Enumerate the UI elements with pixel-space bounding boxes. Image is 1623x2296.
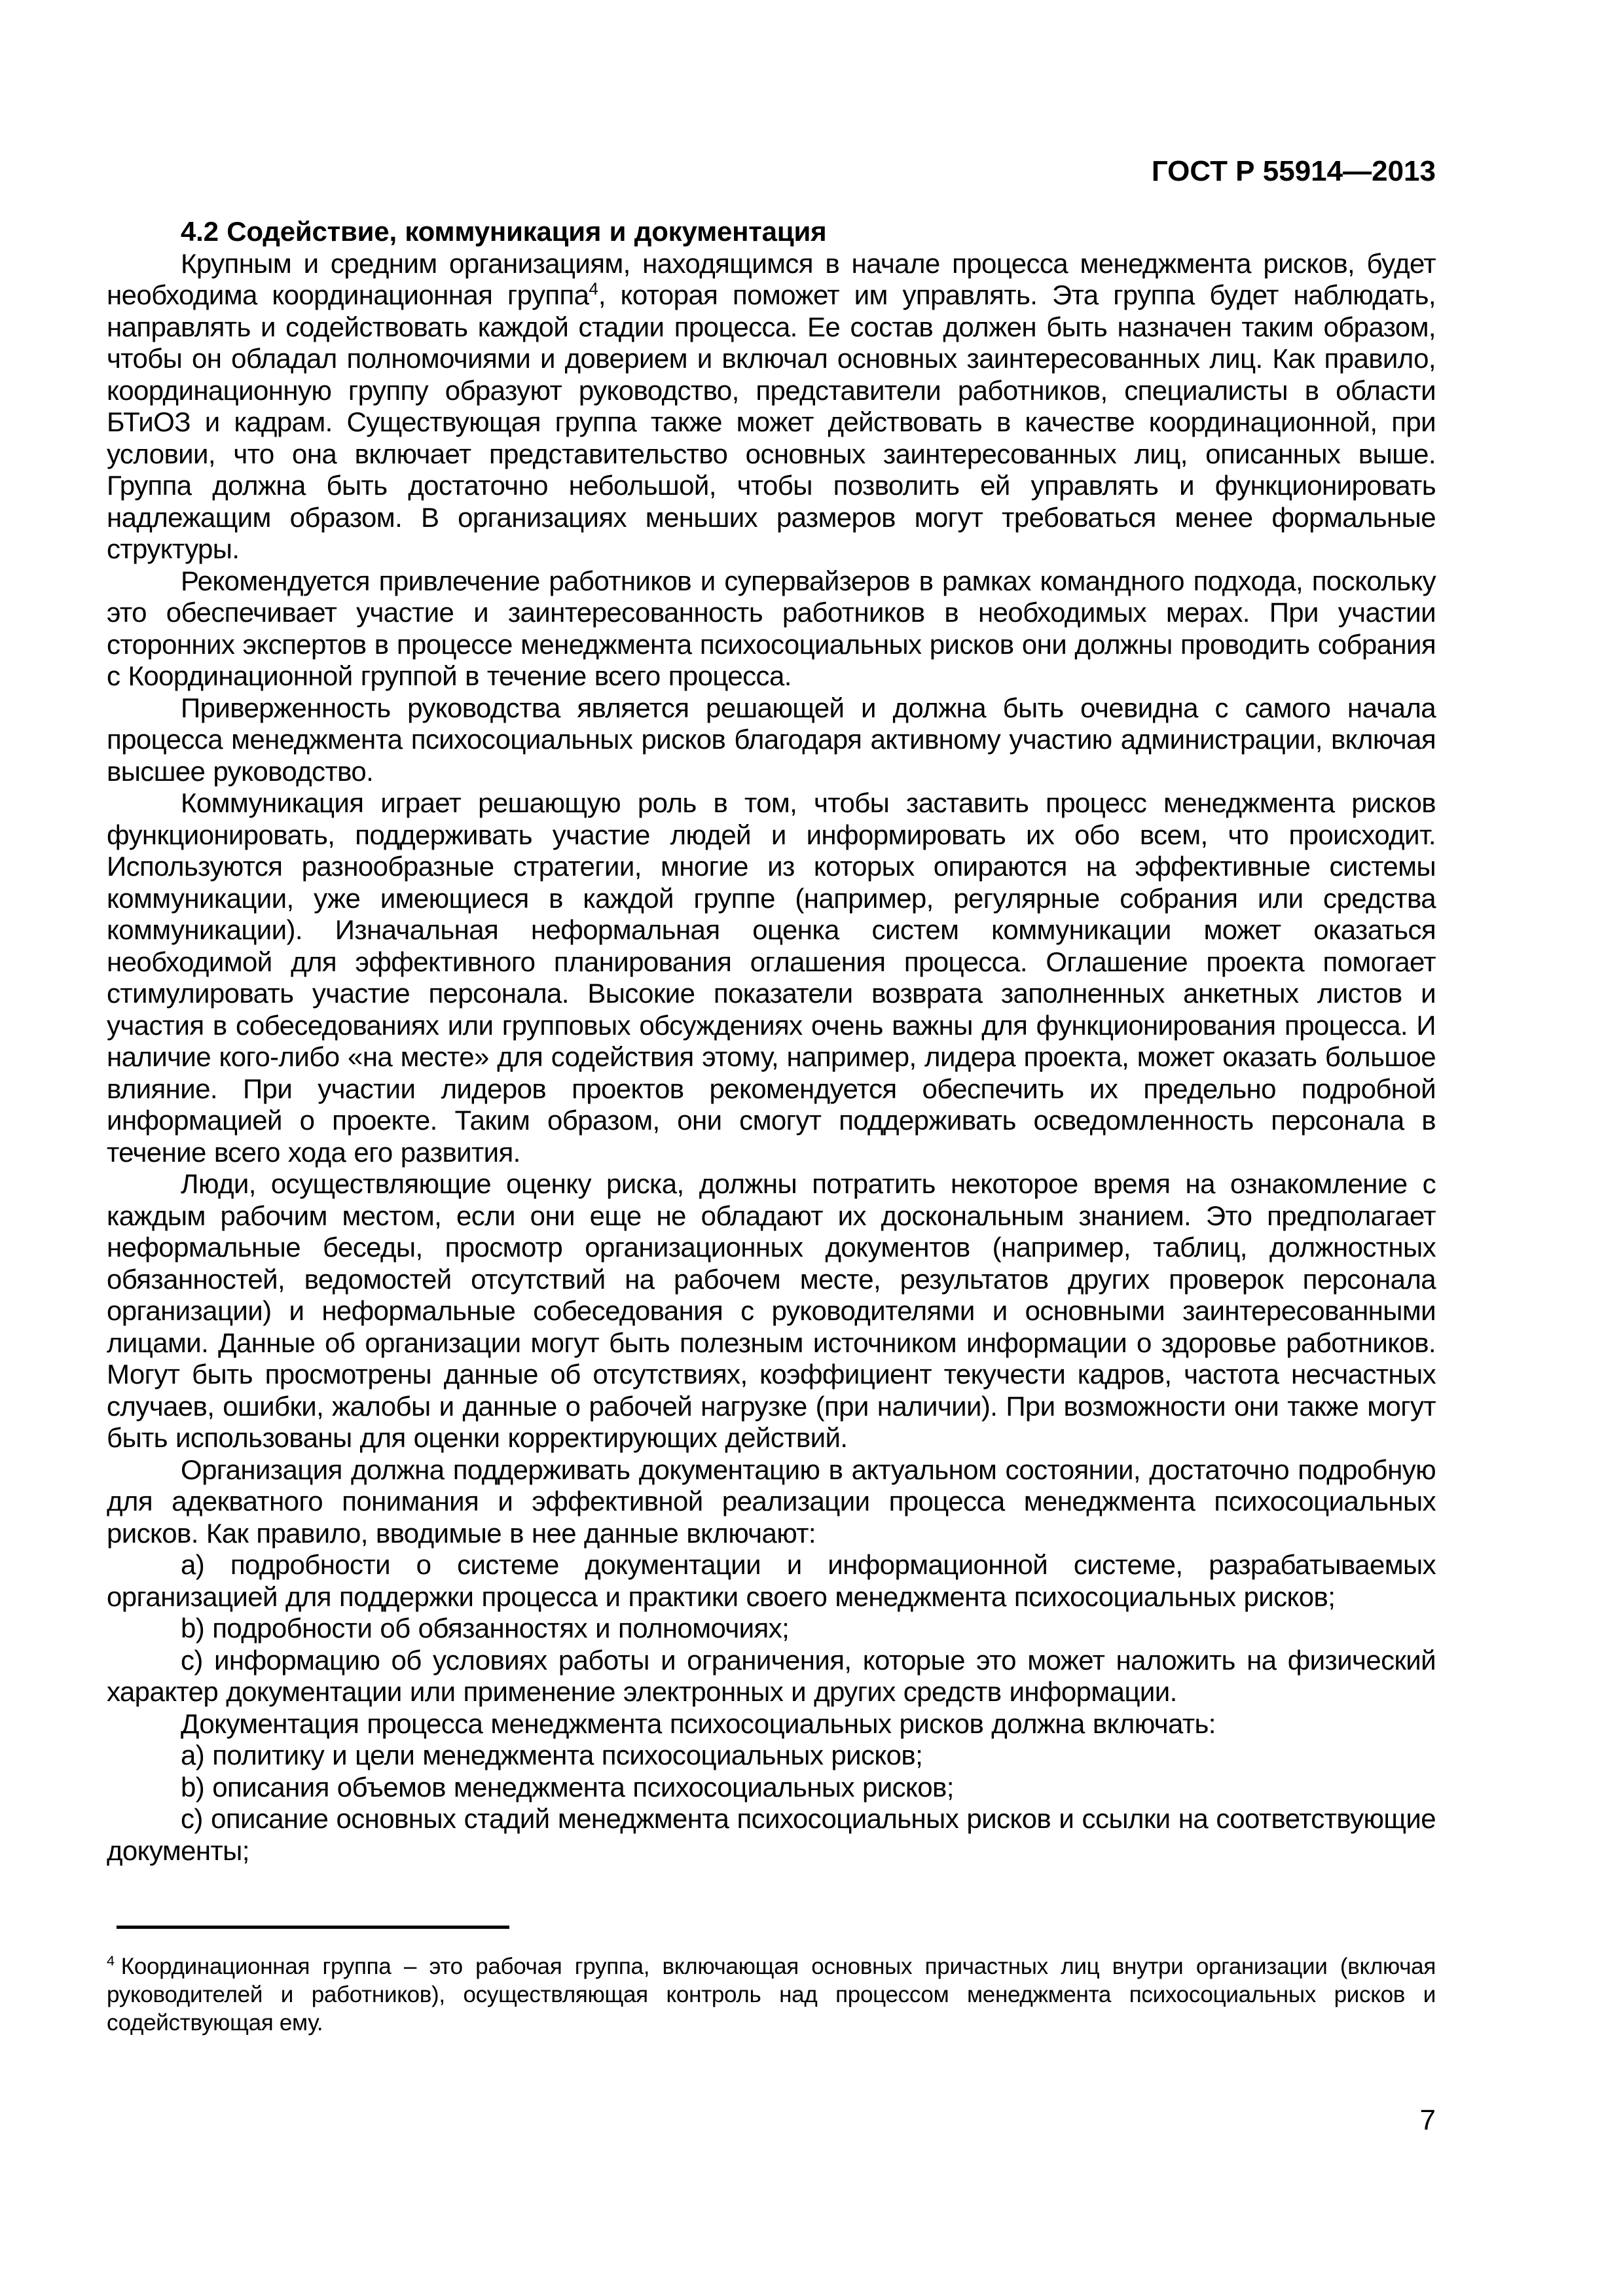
paragraph-coordination-group [107,248,1436,565]
paragraph-text: b) подробности об обязанностях и полномочиях; [181,1613,790,1643]
paragraph-text: Организация должна поддерживать документацию в актуальном состоянии, достаточно подробную для адекватного понимания и эффективной реализации процесса менеджмента психосоциальных рисков. Как правило, вводимые в нее данные включают: [107,1454,1436,1549]
paragraph-text: c) информацию об условиях работы и ограничения, которые это может наложить на физический характер документации или применение электронных и других средств информации. [107,1644,1436,1707]
paragraph-communication [107,787,1436,1168]
paragraph-text: Коммуникация играет решающую роль в том, чтобы заставить процесс менеджмента рисков функционировать, поддерживать участие людей и информировать их обо всем, что происходит. Используются разнообразные стратегии, многие из которых опираются на эффективные системы коммуникации, уже имеющиеся в каждой группе (например, регулярные собрания или средства коммуникации). Изначальная неформальная оценка систем коммуникации может оказаться необходимой для эффективного планирования оглашения процесса. Оглашение проекта помогает стимулировать участие персонала. Высокие показатели возврата заполненных анкетных листов и участия в собеседованиях или групповых обсуждениях очень важны для функционирования процесса. И наличие кого-либо «на месте» для содействия этому, например, лидера проекта, может оказать большое влияние. При участии лидеров проектов рекомендуется обеспечить их предельно подробной информацией о проекте. Таким образом, они смогут поддерживать осведомленность персонала в течение всего хода его развития. [107,787,1436,1168]
paragraph-text: Рекомендуется привлечение работников и супервайзеров в рамках командного подхода, поскольку это обеспечивает участие и заинтересованность работников в необходимых мерах. При участии сторонних экспертов в процессе менеджмента психосоциальных рисков они должны проводить собрания с Координационной группой в течение всего процесса. [107,565,1436,691]
paragraph-process-documentation [107,1708,1436,1740]
footnote-area [107,1926,1436,2037]
list-item-b1 [107,1613,1436,1645]
footnote-divider [117,1926,509,1929]
section-heading: 4.2 Содействие, коммуникация и документация [181,216,827,247]
paragraph-text: a) политику и цели менеджмента психосоциальных рисков; [181,1740,923,1770]
body-paragraphs [107,248,1436,1867]
section-content [107,216,1436,1867]
footnote-reference: 4 [589,279,598,298]
footnote [107,1952,1436,2037]
paragraph-text: , которая поможет им управлять. Эта группа будет наблюдать, направлять и содействовать каждой стадии процесса. Ее состав должен быть назначен таким образом, чтобы он обладал полномочиями и доверием и включал основных заинтересованных лиц. Как правило, координационную группу образуют руководство, представители работников, специалисты в области БТиОЗ и кадрам. Существующая группа также может действовать в качестве координационной, при условии, что она включает представительство основных заинтересованных лиц, описанных выше. Группа должна быть достаточно небольшой, чтобы позволить ей управлять и функционировать надлежащим образом. В организациях меньших размеров могут требоваться менее формальные структуры. [107,279,1436,564]
footnote-marker: 4 [107,1952,115,1969]
page-number: 7 [1419,2104,1436,2136]
list-item-b2 [107,1772,1436,1804]
paragraph-text: Документация процесса менеджмента психосоциальных рисков должна включать: [181,1708,1216,1739]
list-item-c1 [107,1645,1436,1708]
paragraph-text: a) подробности о системе документации и информационной системе, разрабатываемых организацией для поддержки процесса и практики своего менеджмента психосоциальных рисков; [107,1549,1436,1612]
paragraph-risk-assessors [107,1168,1436,1454]
paragraph-documentation [107,1454,1436,1550]
list-item-a1 [107,1549,1436,1613]
paragraph-worker-involvement [107,565,1436,692]
paragraph-text: c) описание основных стадий менеджмента психосоциальных рисков и ссылки на соответствующие документы; [107,1803,1436,1866]
running-header: ГОСТ Р 55914—2013 [1151,155,1436,187]
paragraph-text: Крупным и средним организациям, находящимся в начале процесса менеджмента рисков, будет необходима координационная группа [107,247,1436,310]
paragraph-text: b) описания объемов менеджмента психосоциальных рисков; [181,1771,954,1803]
paragraph-text: Приверженность руководства является решающей и должна быть очевидна с самого начала процесса менеджмента психосоциальных рисков благодаря активному участию администрации, включая высшее руководство. [107,692,1436,787]
paragraph-text: Люди, осуществляющие оценку риска, должны потратить некоторое время на ознакомление с каждым рабочим местом, если они еще не обладают их доскональным знанием. Это предполагает неформальные беседы, просмотр организационных документов (например, таблиц, должностных обязанностей, ведомостей отсутствий на рабочем месте, результатов других проверок персонала организации) и неформальные собеседования с руководителями и основными заинтересованными лицами. Данные об организации могут быть полезным источником информации о здоровье работников. Могут быть просмотрены данные об отсутствиях, коэффициент текучести кадров, частота несчастных случаев, ошибки, жалобы и данные о рабочей нагрузке (при наличии). При возможности они также могут быть использованы для оценки корректирующих действий. [107,1168,1436,1453]
list-item-c2 [107,1803,1436,1867]
list-item-a2 [107,1740,1436,1772]
paragraph-management-commitment [107,692,1436,788]
footnote-text: Координационная группа – это рабочая группа, включающая основных причастных лиц внутри организации (включая руководителей и работников), осуществляющая контроль над процессом менеджмента психосоциальных рисков и содействующая ему. [107,1954,1436,2036]
